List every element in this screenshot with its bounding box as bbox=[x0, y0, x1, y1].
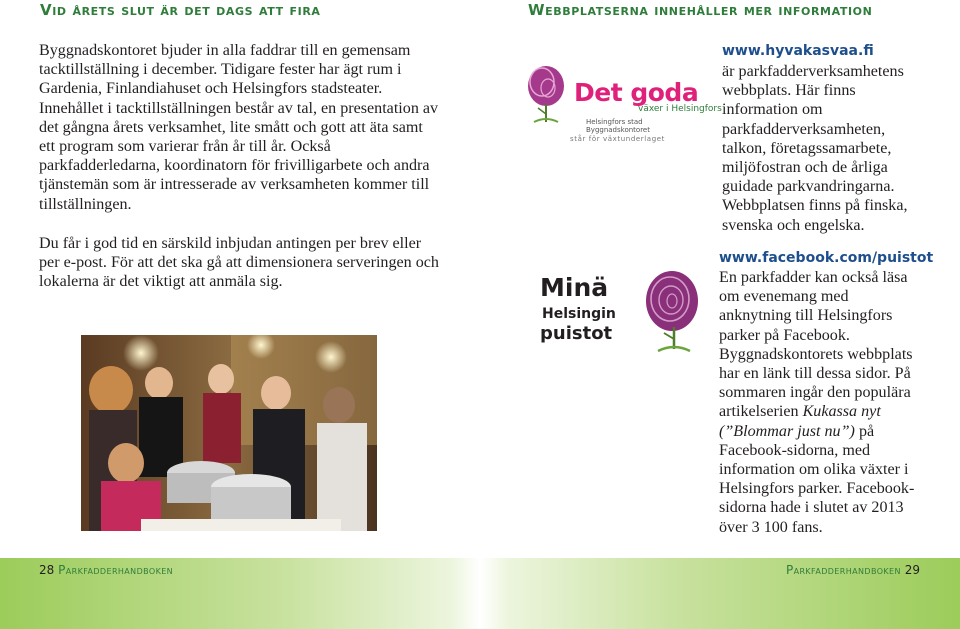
article-series-title: Kukassa nyt (”Blommar just nu”) bbox=[719, 403, 881, 440]
mina-line-1: Minä bbox=[540, 273, 609, 302]
site-url-facebook[interactable]: www.facebook.com/puistot bbox=[719, 250, 934, 266]
det-goda-title: Det goda bbox=[574, 78, 699, 107]
section-heading: Webbplatserna innehåller mer information bbox=[528, 1, 873, 19]
footer-right bbox=[786, 563, 920, 577]
det-goda-logo bbox=[524, 60, 722, 146]
city-logo-text: Helsingfors stad Byggnadskontoret bbox=[586, 118, 650, 134]
page-number: 28 bbox=[39, 563, 55, 577]
page-number: 29 bbox=[904, 563, 920, 577]
right-page bbox=[480, 0, 960, 629]
det-goda-tagline: står för växtunderlaget bbox=[570, 135, 665, 143]
fingerprint-tree-icon bbox=[640, 269, 704, 353]
det-goda-subtitle: växer i Helsingfors bbox=[638, 104, 722, 114]
facebook-description: En parkfadder kan också läsa om evenemang med anknytning till Helsingfors parker på Facebook. Byggnadskontorets webbplats har en länk till dessa sidor. På sommaren ingår den populära artikelserien Kukassa nyt (”Blommar just nu”) på Facebook-sidorna, med information om olika växter i Helsingfors parker. Facebook-sidorna hade i slutet av 2013 över 3 100 fans. bbox=[719, 269, 915, 536]
footer-title: Parkfadderhandboken bbox=[785, 563, 901, 577]
mina-puistot-logo bbox=[540, 265, 708, 357]
mina-line-3: puistot bbox=[540, 323, 613, 344]
party-photo bbox=[81, 335, 377, 531]
body-paragraph: Du får i god tid en särskild inbjudan antingen per brev eller per e-post. För att det ska gå att dimensionera serveringen och lokalerna är det viktigt att anmäla sig. bbox=[39, 235, 439, 291]
site-description: är parkfadderverksamhetens webbplats. Här finns information om parkfadderverksamheten, talkon, företagssamarbete, miljöfostran och de årliga guidade parkvandringarna. Webbplatsen finns på finska, svenska och engelska. bbox=[722, 63, 908, 234]
section-heading: Vid årets slut är det dags att fira bbox=[40, 1, 321, 19]
footer-title: Parkfadderhandboken bbox=[58, 563, 174, 577]
mina-line-2: Helsingin bbox=[542, 306, 616, 322]
footer-left bbox=[39, 563, 173, 577]
site-url-hyvakasvaa[interactable]: www.hyvakasvaa.fi bbox=[722, 43, 874, 59]
body-paragraph: Byggnadskontoret bjuder in alla faddrar till en gemensam tacktillställning i december. Tidigare fester har ägt rum i Gardenia, Finlandiahuset och Helsingfors stadsteater. Innehållet i tacktillställningen består av tal, en presentation av det gångna årets verksamhet, lite smått och gott att äta samt ett program som varierar från år till år. Också parkfadderledarna, koordinatorn för frivilligarbete och andra tjänstemän som är intresserade av verksamheten kommer till tillställningen. bbox=[39, 42, 439, 213]
